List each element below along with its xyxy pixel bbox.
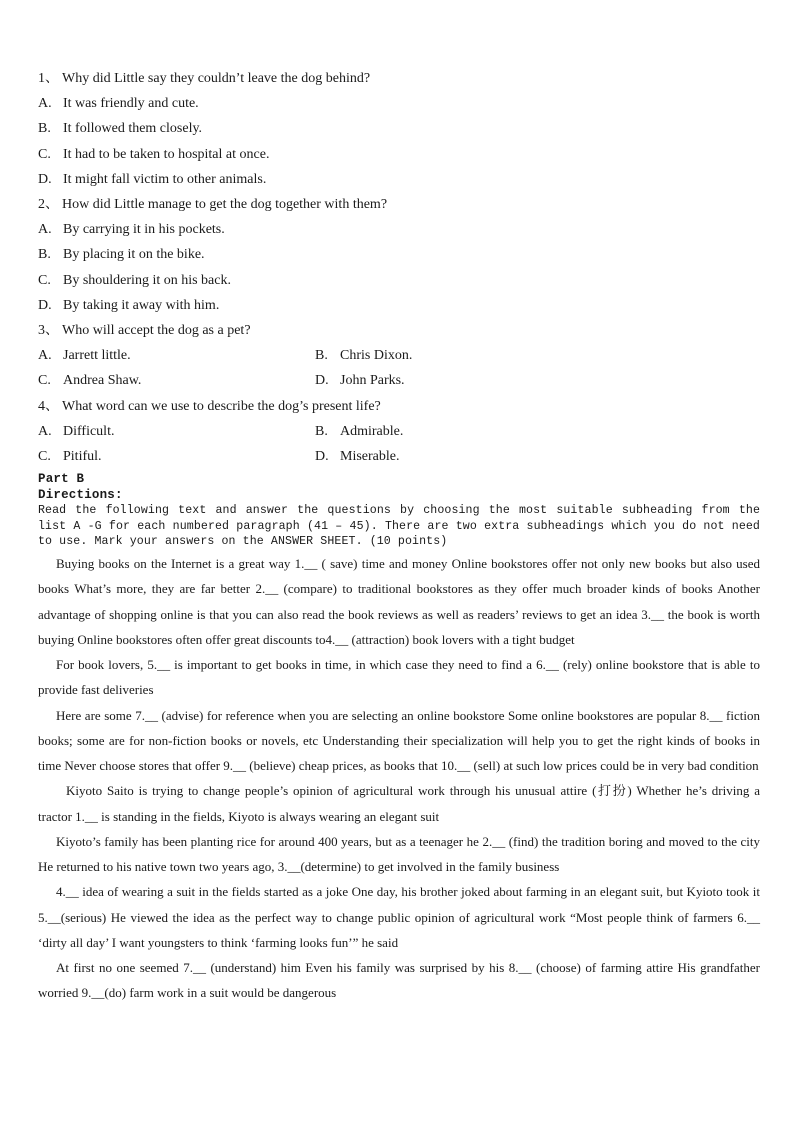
- question-3-number: 3、: [38, 323, 59, 339]
- passage-1-paragraph-3: Here are some 7.__ (advise) for reference when you are selecting an online bookstore Some online bookstores are popular 8.__ fiction books; some are for non-fiction books or novels, etc Understanding their specialization will help you to get the right kinds of books in time Never choose stores that offer 9.__ (believe) cheap prices, as books that 10.__ (sell) at such low prices could be in very bad condition: [38, 707, 760, 774]
- question-3: [38, 318, 760, 343]
- option-label: D.: [38, 171, 52, 187]
- question-1-option-b: [38, 116, 760, 141]
- cloze-passages-section: [38, 551, 760, 1006]
- part-b-section: [38, 472, 760, 549]
- option-label: A.: [38, 222, 52, 238]
- option-text: It might fall victim to other animals.: [63, 171, 267, 187]
- question-4: [38, 394, 760, 419]
- option-label: D.: [315, 449, 329, 465]
- directions-label: Directions:: [38, 487, 123, 502]
- multiple-choice-section: [38, 66, 760, 469]
- passage-2-paragraph-2: Kiyoto’s family has been planting rice for around 400 years, but as a teenager he 2.__ (find) the tradition boring and moved to the city He returned to his native town two years ago, 3.__(determine) to get involved in the family business: [38, 833, 760, 875]
- part-b-heading: Part B: [38, 472, 85, 487]
- option-label: A.: [38, 96, 52, 112]
- option-label: D.: [38, 297, 52, 313]
- question-1-option-c: [38, 142, 760, 167]
- option-label: B.: [315, 423, 328, 439]
- option-text: Miserable.: [340, 449, 400, 465]
- question-3-option-d: [315, 368, 760, 393]
- option-label: C.: [38, 146, 51, 162]
- passage-1-paragraph-2: For book lovers, 5.__ is important to get books in time, in which case they need to find a 6.__ (rely) online bookstore that is able to provide fast deliveries: [38, 657, 760, 698]
- question-3-options-row-2: [38, 368, 760, 393]
- option-text: Chris Dixon.: [340, 348, 413, 364]
- question-1-number: 1、: [38, 71, 59, 86]
- passage-2-paragraph-1: Kiyoto Saito is trying to change people’s opinion of agricultural work through his unusual attire (打扮) Whether he’s driving a tractor 1.__ is standing in the fields, Kiyoto is always wearing an elegant suit: [38, 783, 760, 824]
- question-2-text: How did Little manage to get the dog together with them?: [62, 197, 388, 213]
- question-4-options-row-1: [38, 419, 760, 444]
- option-label: A.: [38, 348, 52, 364]
- question-3-option-c: [38, 368, 315, 393]
- question-3-option-a: [38, 343, 315, 368]
- option-text: It had to be taken to hospital at once.: [63, 146, 270, 162]
- question-4-options-row-2: [38, 444, 760, 469]
- question-2-option-a: [38, 217, 760, 242]
- question-1: [38, 66, 760, 91]
- option-text: Difficult.: [63, 423, 115, 439]
- option-text: John Parks.: [340, 373, 405, 389]
- question-1-option-a: [38, 91, 760, 116]
- question-2: [38, 192, 760, 217]
- question-1-text: Why did Little say they couldn’t leave the dog behind?: [62, 71, 371, 86]
- question-4-text: What word can we use to describe the dog’s present life?: [62, 398, 381, 414]
- option-label: C.: [38, 272, 51, 288]
- option-text: Jarrett little.: [63, 348, 131, 364]
- question-4-option-c: [38, 444, 315, 469]
- passage-2-paragraph-4: At first no one seemed 7.__ (understand) him Even his family was surprised by his 8.__ (choose) of farming attire His grandfather worried 9.__(do) farm work in a suit would be dangerous: [38, 960, 760, 1001]
- option-text: Andrea Shaw.: [63, 373, 142, 389]
- question-3-options-row-1: [38, 343, 760, 368]
- passage-1-paragraph-1: Buying books on the Internet is a great way 1.__ ( save) time and money Online bookstores offer not only new books but also used books What’s more, they are far better 2.__ (compare) to traditional bookstores as they offer much broader kinds of books Another advantage of shopping online is that you can also read the book reviews as well as readers’ reviews to get an idea 3.__ the book is worth buying Online bookstores often offer great discounts to4.__ (attraction) book lovers with a tight budget: [38, 556, 760, 647]
- option-label: C.: [38, 373, 51, 389]
- option-label: B.: [38, 121, 51, 137]
- option-text: Admirable.: [340, 423, 404, 439]
- question-4-number: 4、: [38, 398, 59, 414]
- question-4-option-d: [315, 444, 760, 469]
- option-text: Pitiful.: [63, 449, 102, 465]
- option-text: By shouldering it on his back.: [63, 272, 231, 288]
- option-label: B.: [38, 247, 51, 263]
- question-2-number: 2、: [38, 197, 59, 213]
- question-4-option-b: [315, 419, 760, 444]
- option-text: It followed them closely.: [63, 121, 203, 137]
- directions-text: Read the following text and answer the questions by choosing the most suitable subheading from the list A -G for each numbered paragraph (41 – 45). There are two extra subheadings which you do not need to use. Mark your answers on the ANSWER SHEET. (10 points): [38, 504, 760, 548]
- option-label: C.: [38, 449, 51, 465]
- option-text: By carrying it in his pockets.: [63, 222, 225, 238]
- passage-2-paragraph-3: 4.__ idea of wearing a suit in the fields started as a joke One day, his brother joked about farming in an elegant suit, but Kyioto took it 5.__(serious) He viewed the idea as the perfect way to change public opinion of agricultural work “Most people think of farmers 6.__ ‘dirty all day’ I want youngsters to think ‘farming looks fun’” he said: [38, 884, 760, 950]
- option-label: A.: [38, 423, 52, 439]
- question-4-option-a: [38, 419, 315, 444]
- option-text: By placing it on the bike.: [63, 247, 205, 263]
- option-text: By taking it away with him.: [63, 297, 220, 313]
- question-3-text: Who will accept the dog as a pet?: [62, 323, 251, 339]
- question-3-option-b: [315, 343, 760, 368]
- option-text: It was friendly and cute.: [63, 96, 199, 112]
- question-1-option-d: [38, 167, 760, 192]
- option-label: B.: [315, 348, 328, 364]
- question-2-option-c: [38, 268, 760, 293]
- option-label: D.: [315, 373, 329, 389]
- question-2-option-d: [38, 293, 760, 318]
- question-2-option-b: [38, 242, 760, 267]
